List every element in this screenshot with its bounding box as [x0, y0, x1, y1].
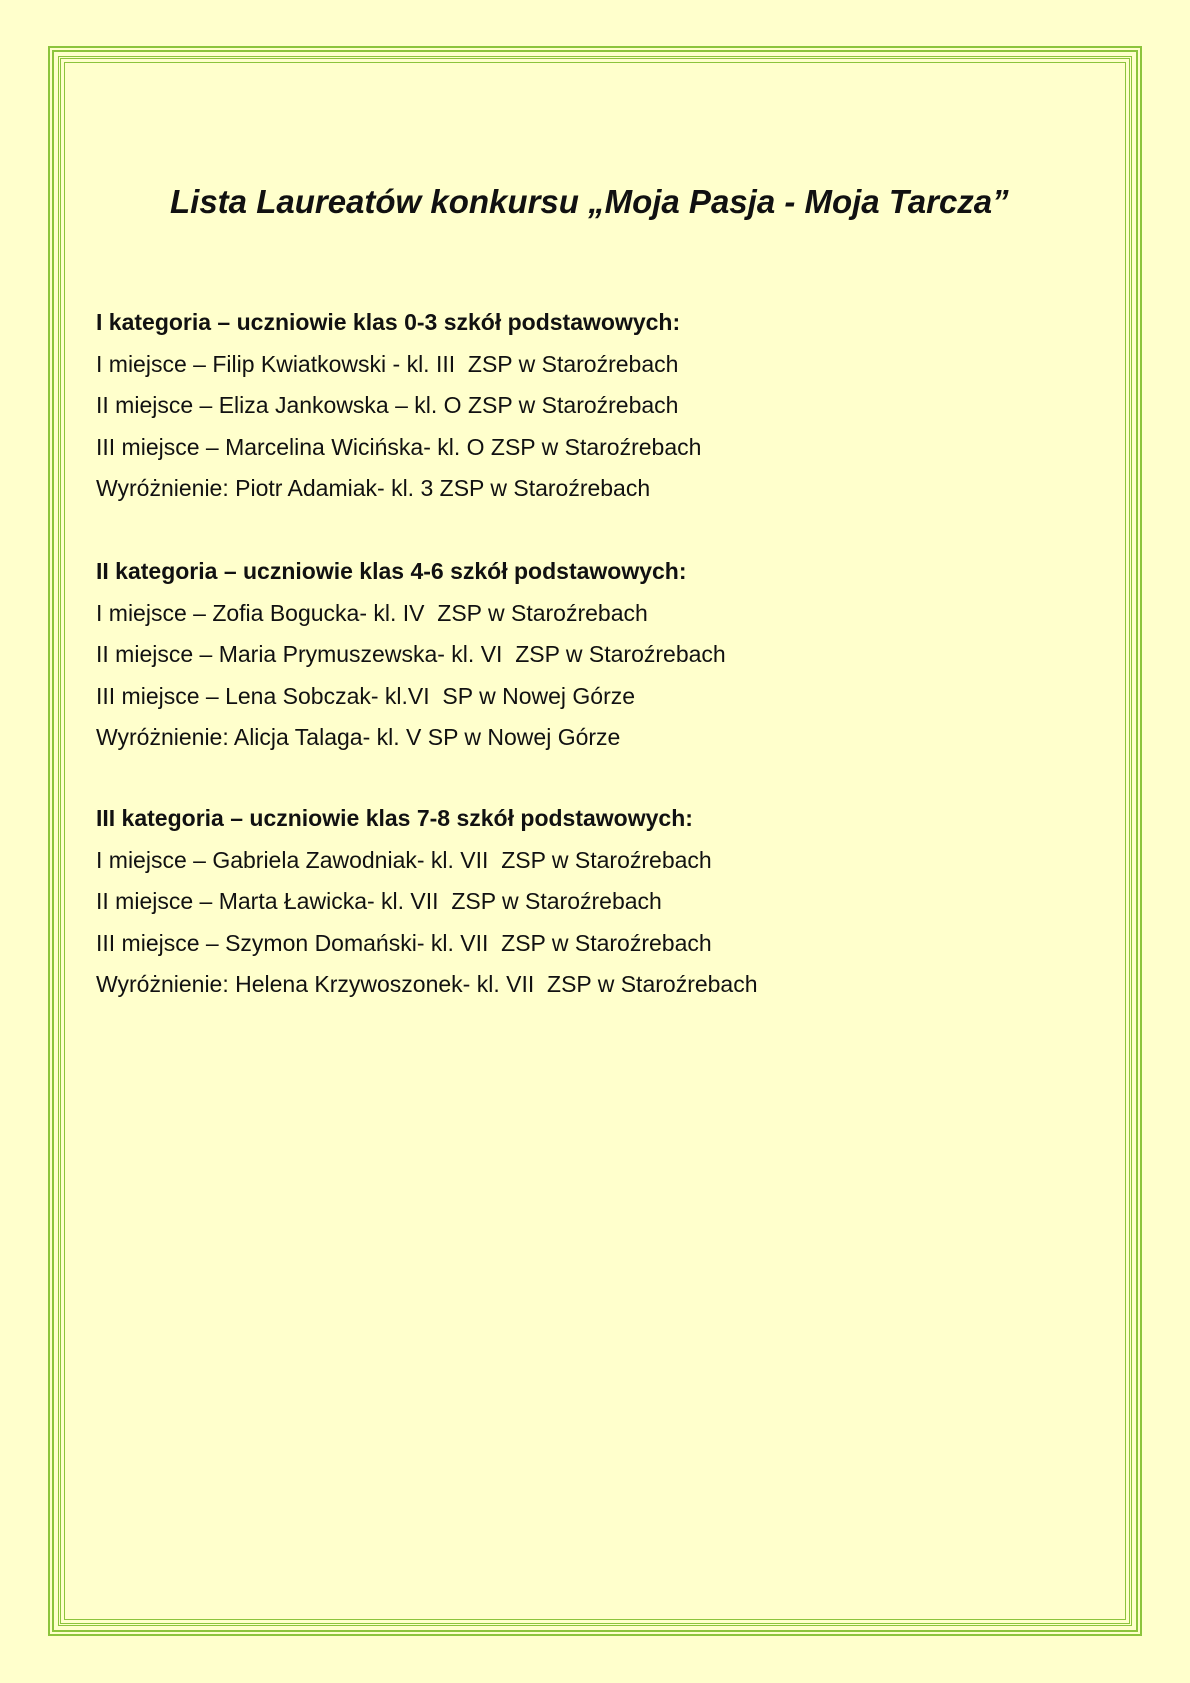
- laureate-line: II miejsce – Eliza Jankowska – kl. O ZSP w Staroźrebach: [96, 392, 679, 418]
- category-heading: III kategoria – uczniowie klas 7-8 szkół podstawowych:: [96, 805, 693, 831]
- category-1: [96, 302, 1096, 510]
- category-heading: I kategoria – uczniowie klas 0-3 szkół podstawowych:: [96, 309, 681, 335]
- category-3: [96, 798, 1096, 1006]
- laureate-line: I miejsce – Filip Kwiatkowski - kl. III ZSP w Staroźrebach: [96, 350, 679, 377]
- laureate-line: Wyróżnienie: Alicja Talaga- kl. V SP w Nowej Górze: [96, 724, 621, 750]
- laureate-line: III miejsce – Marcelina Wicińska- kl. O ZSP w Staroźrebach: [96, 433, 702, 460]
- laureate-line: Wyróżnienie: Helena Krzywoszonek- kl. VII ZSP w Staroźrebach: [96, 971, 758, 997]
- page-title: Lista Laureatów konkursu „Moja Pasja - Moja Tarcza”: [170, 183, 1009, 220]
- category-heading: II kategoria – uczniowie klas 4-6 szkół podstawowych:: [96, 558, 687, 584]
- laureate-line: II miejsce – Maria Prymuszewska- kl. VI ZSP w Staroźrebach: [96, 641, 726, 667]
- laureate-line: I miejsce – Gabriela Zawodniak- kl. VII ZSP w Staroźrebach: [96, 846, 712, 873]
- laureate-line: III miejsce – Szymon Domański- kl. VII ZSP w Staroźrebach: [96, 929, 712, 956]
- laureate-line: III miejsce – Lena Sobczak- kl.VI SP w Nowej Górze: [96, 682, 636, 709]
- laureate-line: II miejsce – Marta Ławicka- kl. VII ZSP w Staroźrebach: [96, 888, 662, 914]
- category-2: [96, 551, 1096, 759]
- laureate-line: Wyróżnienie: Piotr Adamiak- kl. 3 ZSP w Staroźrebach: [96, 475, 651, 501]
- laureate-line: I miejsce – Zofia Bogucka- kl. IV ZSP w Staroźrebach: [96, 599, 648, 626]
